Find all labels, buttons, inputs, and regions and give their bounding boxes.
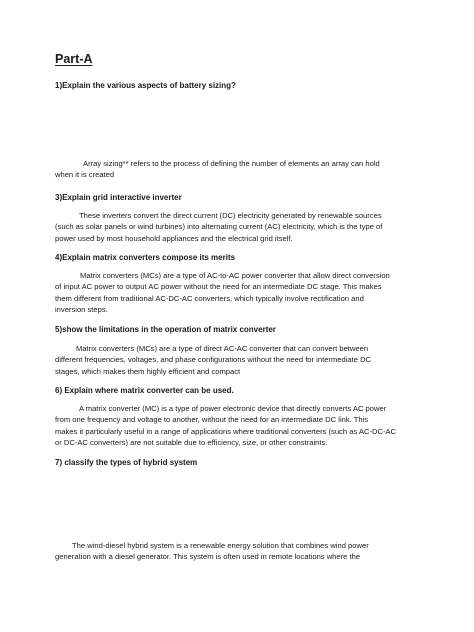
answer-line: Matrix converters (MCs) are a type of direct AC-AC converter that can convert between (76, 344, 369, 353)
answer-line: from one frequency and voltage to another, without the need for an intermediate DC link. This (55, 415, 369, 425)
question-7-answer (55, 540, 425, 563)
part-title: Part-A (55, 52, 93, 66)
question-5-answer (55, 343, 425, 377)
question-6-heading: 6) Explain where matrix converter can be used. (55, 386, 234, 395)
question-7-heading: 7) classify the types of hybrid system (55, 458, 198, 467)
question-4-answer (55, 270, 425, 315)
answer-line: makes it particularly useful in a range of applications where traditional converters (such as AC-DC-AC (55, 426, 397, 436)
answer-line: them different from traditional AC-DC-AC converters, which typically involve rectification and (55, 293, 364, 303)
question-4-heading: 4)Explain matrix converters compose its merits (55, 253, 236, 262)
answer-line: when it is created (55, 170, 115, 180)
question-3-heading: 3)Explain grid interactive inverter (55, 193, 182, 202)
question-3-answer (55, 210, 425, 244)
answer-line: different frequencies, voltages, and phase configurations without the need for intermediate DC (55, 355, 372, 365)
answer-line: power used by most household appliances and the electrical grid itself. (55, 233, 293, 243)
question-1-answer (55, 158, 425, 181)
question-5-heading: 5)show the limitations in the operation of matrix converter (55, 325, 276, 334)
answer-line: (such as solar panels or wind turbines) into alternating current (AC) electricity, which is the type of (55, 222, 383, 232)
answer-line: or DC-AC converters) are not suitable due to efficiency, size, or other constraints. (55, 437, 328, 447)
answer-line: stages, which makes them highly efficient and compact (55, 366, 241, 376)
answer-line: Array sizing** refers to the process of defining the number of elements an array can hold (83, 159, 380, 168)
answer-line: These inverters convert the direct current (DC) electricity generated by renewable sources (79, 211, 382, 220)
answer-line: A matrix converter (MC) is a type of power electronic device that directly converts AC power (79, 404, 387, 413)
answer-line: generation with a diesel generator. This system is often used in remote locations where the (55, 552, 361, 562)
answer-line: Matrix converters (MCs) are a type of AC-to-AC power converter that allow direct conversion (80, 271, 390, 280)
answer-line: The wind-diesel hybrid system is a renewable energy solution that combines wind power (72, 541, 369, 550)
answer-line: inversion steps. (55, 304, 108, 314)
answer-line: of input AC power to output AC power without the need for an intermediate DC stage. This makes (55, 282, 382, 292)
question-6-answer (55, 403, 425, 448)
question-1-heading: 1)Explain the various aspects of battery sizing? (55, 81, 236, 90)
